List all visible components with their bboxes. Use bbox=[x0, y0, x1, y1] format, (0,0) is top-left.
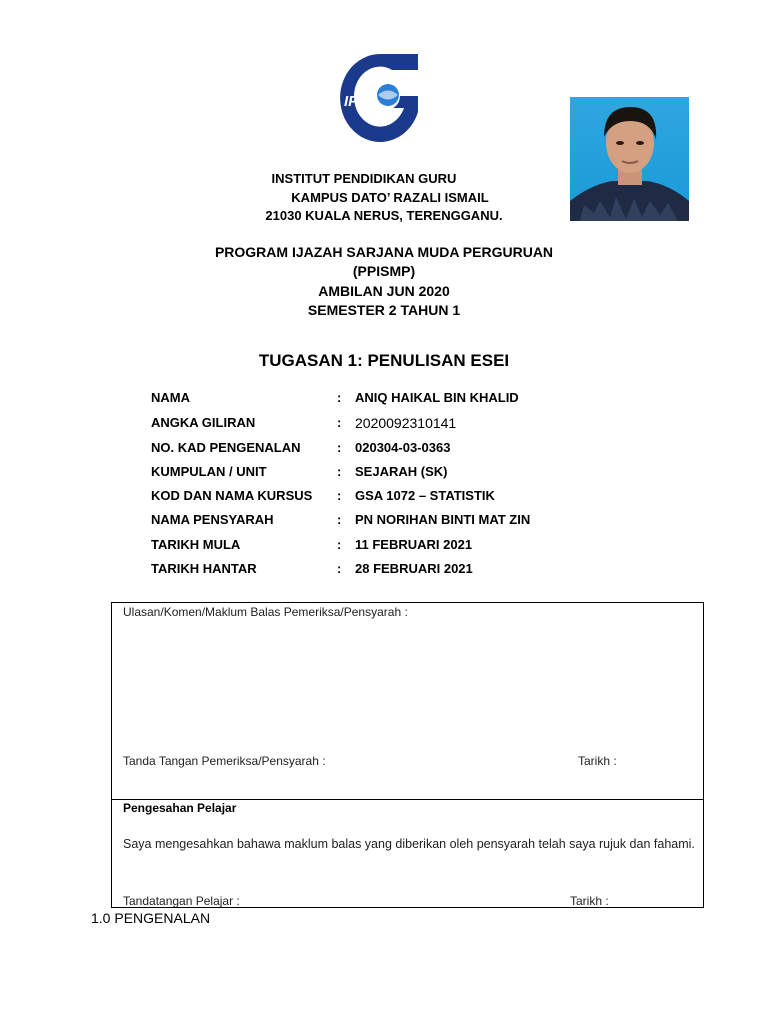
program-name: PROGRAM IJAZAH SARJANA MUDA PERGURUAN bbox=[214, 244, 554, 260]
info-row-kumpulan bbox=[151, 464, 711, 486]
campus-address: 21030 KUALA NERUS, TERENGGANU. bbox=[265, 208, 503, 223]
info-label: TARIKH MULA bbox=[151, 537, 241, 552]
ipg-logo-text: IPG bbox=[344, 93, 370, 110]
section-heading: 1.0 PENGENALAN bbox=[91, 910, 211, 926]
info-colon: : bbox=[337, 440, 342, 455]
info-value: PN NORIHAN BINTI MAT ZIN bbox=[355, 512, 531, 527]
info-value: 2020092310141 bbox=[355, 415, 457, 431]
info-colon: : bbox=[337, 512, 342, 527]
info-value: 11 FEBRUARI 2021 bbox=[355, 537, 473, 552]
info-colon: : bbox=[337, 415, 342, 430]
ipg-logo bbox=[340, 48, 424, 144]
feedback-box bbox=[111, 602, 704, 908]
info-value: GSA 1072 – STATISTIK bbox=[355, 488, 495, 503]
info-colon: : bbox=[337, 488, 342, 503]
box-divider bbox=[112, 799, 703, 800]
confirmation-heading: Pengesahan Pelajar bbox=[123, 801, 237, 815]
assignment-title: TUGASAN 1: PENULISAN ESEI bbox=[258, 351, 510, 370]
info-value: 020304-03-0363 bbox=[355, 440, 451, 455]
info-value: ANIQ HAIKAL BIN KHALID bbox=[355, 390, 519, 405]
campus-name: KAMPUS DATO’ RAZALI ISMAIL bbox=[291, 190, 489, 205]
examiner-date-label: Tarikh : bbox=[578, 754, 617, 768]
info-row-name bbox=[151, 390, 711, 412]
info-value: 28 FEBRUARI 2021 bbox=[355, 561, 473, 576]
confirmation-text: Saya mengesahkan bahawa maklum balas yang diberikan oleh pensyarah telah saya rujuk dan fahami. bbox=[123, 837, 695, 851]
examiner-signature-label: Tanda Tangan Pemeriksa/Pensyarah : bbox=[123, 754, 326, 768]
program-semester: SEMESTER 2 TAHUN 1 bbox=[307, 302, 461, 318]
info-colon: : bbox=[337, 561, 342, 576]
info-row-pensyarah bbox=[151, 512, 711, 534]
info-row-tarikh-hantar bbox=[151, 561, 711, 583]
info-label: KUMPULAN / UNIT bbox=[151, 464, 267, 479]
info-label: ANGKA GILIRAN bbox=[151, 415, 256, 430]
institution-name: INSTITUT PENDIDIKAN GURU bbox=[271, 171, 457, 186]
info-label: KOD DAN NAMA KURSUS bbox=[151, 488, 313, 503]
info-label: TARIKH HANTAR bbox=[151, 561, 257, 576]
student-date-label: Tarikh : bbox=[570, 894, 609, 908]
info-label: NO. KAD PENGENALAN bbox=[151, 440, 301, 455]
program-intake: AMBILAN JUN 2020 bbox=[318, 283, 450, 299]
info-row-tarikh-mula bbox=[151, 537, 711, 559]
info-row-kursus bbox=[151, 488, 711, 510]
info-row-ic bbox=[151, 440, 711, 462]
info-colon: : bbox=[337, 390, 342, 405]
student-signature-label: Tandatangan Pelajar : bbox=[123, 894, 240, 908]
program-code: (PPISMP) bbox=[352, 263, 416, 279]
info-label: NAMA PENSYARAH bbox=[151, 512, 274, 527]
info-colon: : bbox=[337, 537, 342, 552]
comment-label: Ulasan/Komen/Maklum Balas Pemeriksa/Pensyarah : bbox=[123, 605, 408, 619]
info-colon: : bbox=[337, 464, 342, 479]
info-label: NAMA bbox=[151, 390, 190, 405]
info-value: SEJARAH (SK) bbox=[355, 464, 448, 479]
info-row-angka-giliran bbox=[151, 415, 711, 437]
